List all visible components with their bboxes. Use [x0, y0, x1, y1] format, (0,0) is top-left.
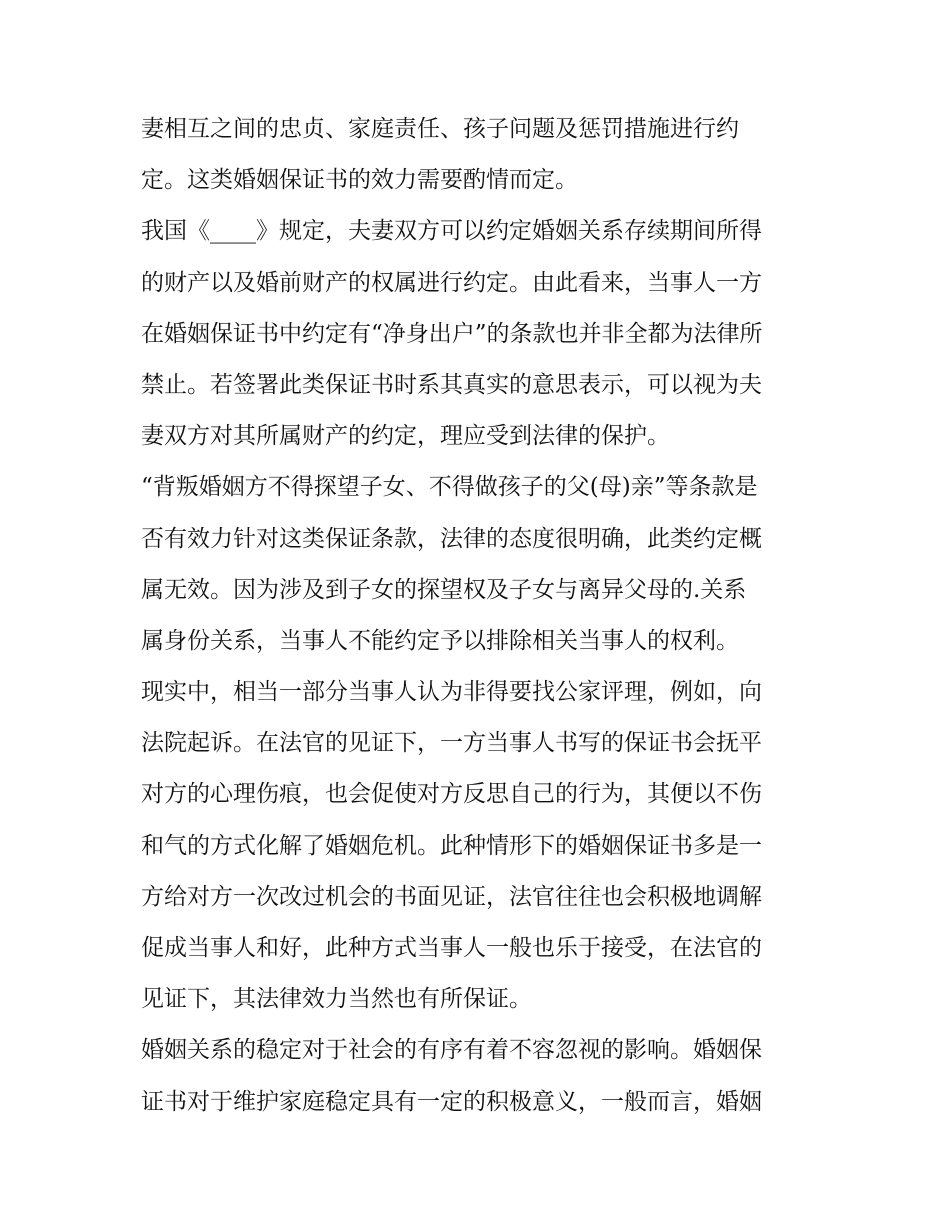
text-line: 对方的心理伤痕，也会促使对方反思自己的行为，其便以不伤 — [141, 781, 762, 808]
document-body-text — [141, 104, 813, 1128]
text-line: “背叛婚姻方不得探望子女、不得做孩子的父(母)亲”等条款是 — [141, 474, 758, 501]
text-line: 在婚姻保证书中约定有“净身出户”的条款也并非全都为法律所 — [141, 320, 763, 347]
text-line: 属身份关系，当事人不能约定予以排除相关当事人的权利。 — [141, 627, 739, 654]
text-line: 禁止。若签署此类保证书时系其真实的意思表示，可以视为夫 — [141, 371, 762, 398]
text-line: 属无效。因为涉及到子女的探望权及子女与离异父母的.关系 — [141, 576, 747, 603]
text-line: 现实中，相当一部分当事人认为非得要找公家评理，例如，向 — [141, 679, 762, 706]
text-line: 我国《____》规定，夫妻双方可以约定婚姻关系存续期间所得 — [141, 218, 762, 245]
text-line: 见证下，其法律效力当然也有所保证。 — [141, 986, 532, 1013]
text-line: 的财产以及婚前财产的权属进行约定。由此看来，当事人一方 — [141, 269, 762, 296]
text-line: 促成当事人和好，此种方式当事人一般也乐于接受，在法官的 — [141, 935, 762, 961]
text-line: 定。这类婚姻保证书的效力需要酌情而定。 — [141, 167, 578, 194]
text-line: 和气的方式化解了婚姻危机。此种情形下的婚姻保证书多是一 — [141, 832, 762, 859]
text-line: 妻双方对其所属财产的约定，理应受到法律的保护。 — [141, 423, 670, 450]
text-line: 婚姻关系的稳定对于社会的有序有着不容忽视的影响。婚姻保 — [141, 1037, 762, 1064]
text-line: 否有效力针对这类保证条款，法律的态度很明确，此类约定概 — [141, 525, 762, 552]
text-line: 法院起诉。在法官的见证下，一方当事人书写的保证书会抚平 — [141, 730, 762, 757]
text-line: 方给对方一次改过机会的书面见证，法官往往也会积极地调解 — [141, 883, 762, 910]
text-line: 妻相互之间的忠贞、家庭责任、孩子问题及惩罚措施进行约 — [141, 116, 739, 142]
text-line: 证书对于维护家庭稳定具有一定的积极意义，一般而言，婚姻 — [141, 1088, 762, 1115]
